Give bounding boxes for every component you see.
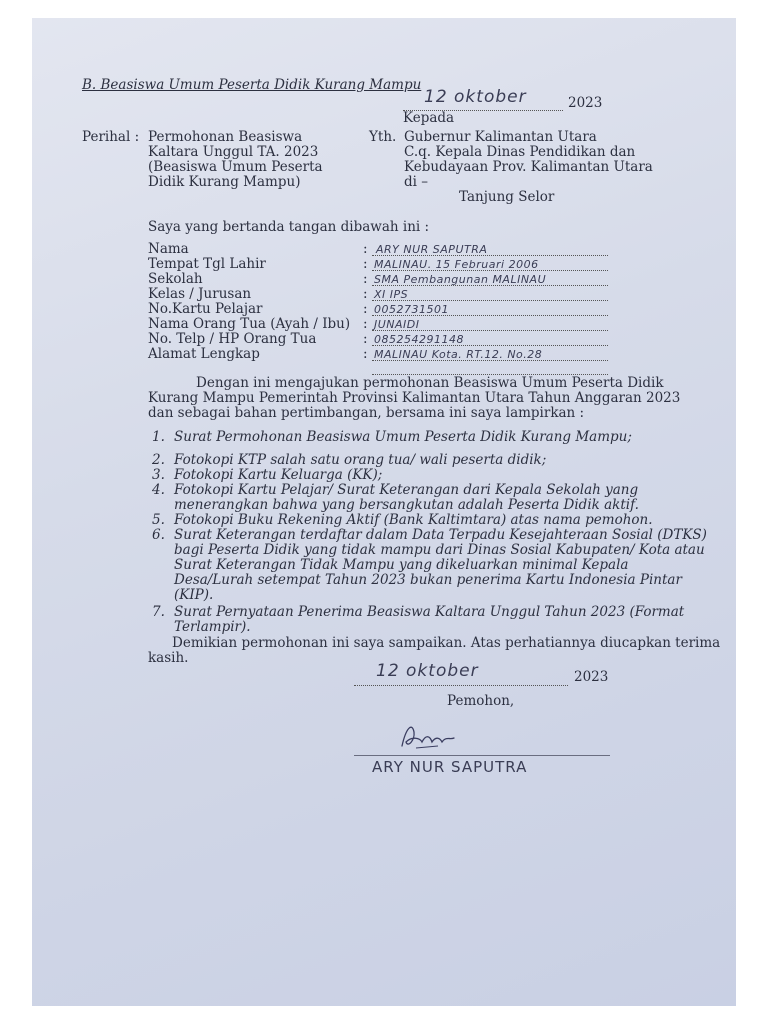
- attachment-number: 7.: [152, 604, 165, 620]
- attachment-number: 1.: [152, 429, 165, 445]
- field-colon: :: [363, 331, 368, 347]
- recipient-line: C.q. Kepala Dinas Pendidikan dan: [404, 144, 636, 160]
- attachment-text: Surat Permohonan Beasiswa Umum Peserta Didik Kurang Mampu;: [174, 429, 632, 445]
- field-label: Nama: [148, 241, 189, 257]
- recipient-line: Gubernur Kalimantan Utara: [404, 129, 597, 145]
- field-value-handwritten: SMA Pembangunan MALINAU: [374, 273, 547, 286]
- field-label: Alamat Lengkap: [148, 346, 260, 362]
- date-top-year: 2023: [568, 95, 603, 111]
- date-bottom-handwritten: 12 oktober: [376, 661, 479, 681]
- attachment-text: Fotokopi Buku Rekening Aktif (Bank Kaltimtara) atas nama pemohon.: [174, 512, 653, 528]
- field-label: Sekolah: [148, 271, 203, 287]
- attachment-text: Fotokopi Kartu Pelajar/ Surat Keterangan dari Kepala Sekolah yang: [174, 482, 639, 498]
- paragraph-line: Kurang Mampu Pemerintah Provinsi Kalimantan Utara Tahun Anggaran 2023: [148, 390, 681, 406]
- field-value-handwritten: MALINAU Kota. RT.12. No.28: [374, 348, 543, 361]
- attachment-number: 4.: [152, 482, 165, 498]
- recipient-line: di –: [404, 174, 429, 190]
- paragraph-line: dan sebagai bahan pertimbangan, bersama ini saya lampirkan :: [148, 405, 585, 421]
- attachment-text: menerangkan bahwa yang bersangkutan adalah Peserta Didik aktif.: [174, 497, 639, 513]
- field-value-handwritten: 085254291148: [374, 333, 464, 346]
- intro-text: Saya yang bertanda tangan dibawah ini :: [148, 219, 430, 235]
- attachment-number: 6.: [152, 527, 165, 543]
- attachment-text: Fotokopi Kartu Keluarga (KK);: [174, 467, 383, 483]
- field-value-handwritten: XI IPS: [374, 288, 409, 301]
- field-colon: :: [363, 271, 368, 287]
- perihal-label: Perihal :: [82, 129, 140, 145]
- attachment-text: Surat Keterangan Tidak Mampu yang dikeluarkan minimal Kepala: [174, 557, 629, 573]
- signature-line: [354, 755, 610, 756]
- closing-line: Demikian permohonan ini saya sampaikan. Atas perhatiannya diucapkan terima: [172, 635, 721, 651]
- field-value-handwritten: JUNAIDI: [374, 318, 420, 331]
- date-bottom-year: 2023: [574, 669, 609, 685]
- attachment-text: Fotokopi KTP salah satu orang tua/ wali peserta didik;: [174, 452, 547, 468]
- attachment-text: Desa/Lurah setempat Tahun 2023 bukan penerima Kartu Indonesia Pintar: [174, 572, 682, 588]
- perihal-line: Kaltara Unggul TA. 2023: [148, 144, 319, 160]
- attachment-number: 5.: [152, 512, 165, 528]
- perihal-line: Didik Kurang Mampu): [148, 174, 301, 190]
- attachment-number: 2.: [152, 452, 165, 468]
- recipient-line: Kebudayaan Prov. Kalimantan Utara: [404, 159, 653, 175]
- field-label: No.Kartu Pelajar: [148, 301, 263, 317]
- field-colon: :: [363, 256, 368, 272]
- field-label: Tempat Tgl Lahir: [148, 256, 266, 272]
- attachment-text: Surat Keterangan terdaftar dalam Data Terpadu Kesejahteraan Sosial (DTKS): [174, 527, 707, 543]
- attachment-text: bagi Peserta Didik yang tidak mampu dari Dinas Sosial Kabupaten/ Kota atau: [174, 542, 705, 558]
- field-colon: :: [363, 286, 368, 302]
- field-label: No. Telp / HP Orang Tua: [148, 331, 317, 347]
- field-value-handwritten: 0052731501: [374, 303, 449, 316]
- field-value-handwritten: MALINAU. 15 Februari 2006: [374, 258, 539, 271]
- date-top-handwritten: 12 oktober: [424, 87, 527, 107]
- letter-page: [32, 18, 736, 1006]
- section-title: B. Beasiswa Umum Peserta Didik Kurang Mampu: [82, 77, 422, 93]
- perihal-line: Permohonan Beasiswa: [148, 129, 303, 145]
- field-colon: :: [363, 241, 368, 257]
- field-value-handwritten: ARY NUR SAPUTRA: [376, 243, 488, 256]
- perihal-line: (Beasiswa Umum Peserta: [148, 159, 323, 175]
- recipient-place: Tanjung Selor: [459, 189, 555, 205]
- attachment-number: 3.: [152, 467, 165, 483]
- attachment-text: Surat Pernyataan Penerima Beasiswa Kaltara Unggul Tahun 2023 (Format: [174, 604, 685, 620]
- field-label: Nama Orang Tua (Ayah / Ibu): [148, 316, 351, 332]
- date-dots: [354, 685, 568, 686]
- field-label: Kelas / Jurusan: [148, 286, 252, 302]
- pemohon-label: Pemohon,: [447, 693, 515, 709]
- kepada-label: Kepada: [403, 110, 455, 126]
- signature-scribble: [394, 718, 464, 754]
- field-colon: :: [363, 301, 368, 317]
- attachment-text: Terlampir).: [174, 619, 251, 635]
- closing-line: kasih.: [148, 650, 189, 666]
- recipient-yth: Yth.: [369, 129, 397, 145]
- paragraph-line: Dengan ini mengajukan permohonan Beasiswa Umum Peserta Didik: [196, 375, 664, 391]
- attachment-text: (KIP).: [174, 587, 214, 603]
- signer-printed-name: ARY NUR SAPUTRA: [372, 758, 528, 776]
- field-colon: :: [363, 346, 368, 362]
- field-colon: :: [363, 316, 368, 332]
